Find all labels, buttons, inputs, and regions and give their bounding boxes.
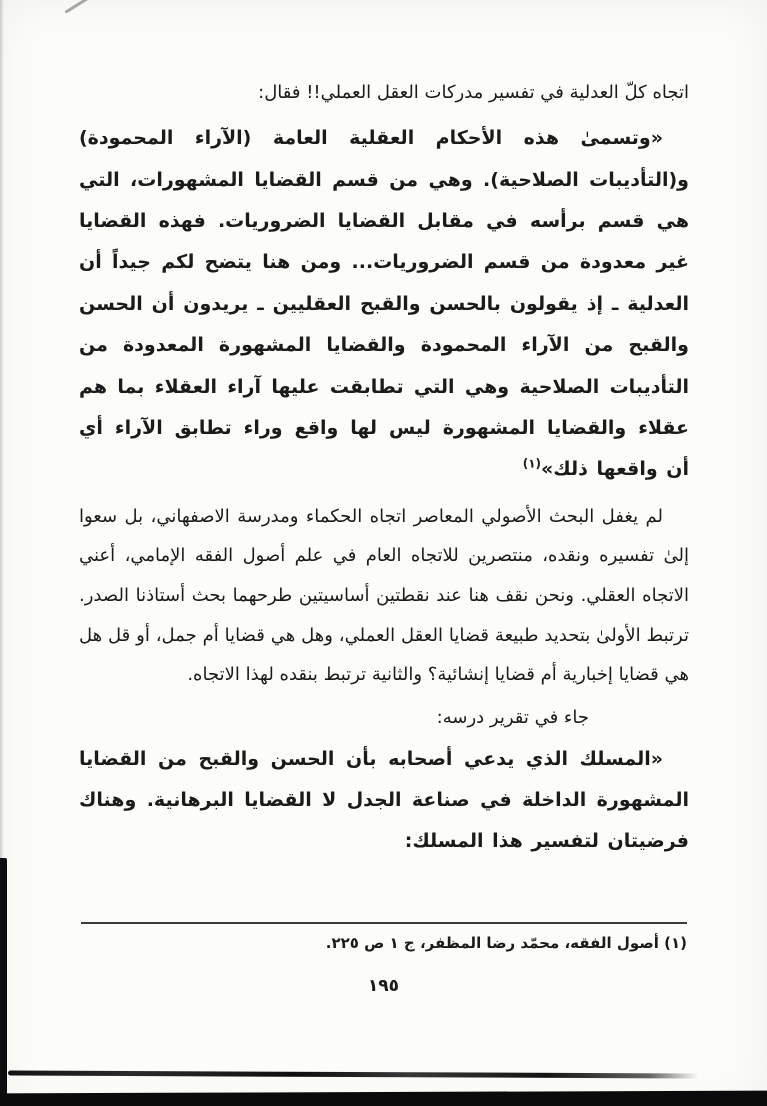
quote-paragraph-1 — [79, 118, 689, 491]
page-content — [79, 76, 689, 869]
lead-in-line: جاء في تقرير درسه: — [436, 706, 589, 728]
scan-edge-shading — [0, 0, 4, 1106]
footnote-reference-marker: (١) — [522, 457, 542, 472]
footnote-separator-rule — [81, 922, 687, 924]
intro-line: اتجاه كلّ العدلية في تفسير مدركات العقل العملي!! فقال: — [258, 82, 689, 103]
page-number: ١٩٥ — [367, 976, 400, 996]
footnote-text: (١) أصول الفقه، محمّد رضا المظفر، ج ١ ص ٢٢٥. — [325, 934, 687, 952]
quote-1-text: «وتسمىٰ هذه الأحكام العقلية العامة (الآراء المحمودة) و(التأديبات الصلاحية). وهي من قسم القضايا المشهورات، التي هي قسم برأسه في مقابل القضايا الضروريات. فهذه القضايا غير معدودة من قسم الضروريات... ومن هنا يتضح لكم جيداً أن العدلية ـ إذ يقولون بالحسن والقبح العقليين ـ يريدون أن الحسن والقبح من الآراء المحمودة والقضايا المشهورة المعدودة من التأديبات الصلاحية وهي التي تطابقت عليها آراء العقلاء بما هم عقلاء والقضايا المشهورة ليس لها واقع وراء تطابق الآراء أي أن واقعها ذلك» — [79, 127, 689, 481]
scan-artifact-bottom-band — [0, 1091, 767, 1106]
quote-paragraph-2: «المسلك الذي يدعي أصحابه بأن الحسن والقبح من القضايا المشهورة الداخلة في صناعة الجدل لا القضايا البرهانية. وهناك فرضيتان لتفسير هذا المسلك: — [79, 747, 689, 853]
body-paragraph: لم يغفل البحث الأصولي المعاصر اتجاه الحكماء ومدرسة الاصفهاني، بل سعوا إلىٰ تفسيره ونقده، منتصرين للاتجاه العام في علم أصول الفقه الإمامي، أعني الاتجاه العقلي. ونحن نقف هنا عند نقطتين أساسيتين طرحهما بحث أستاذنا الصدر. ترتبط الأولىٰ بتحديد طبيعة قضايا العقل العملي، وهل هي قضايا أم جمل، أو قل هل هي قضايا إخبارية أم قضايا إنشائية؟ والثانية ترتبط بنقده لهذا الاتجاه. — [79, 505, 689, 686]
scan-artifact-corner-mark — [64, 0, 91, 14]
scan-artifact-streak — [8, 1070, 698, 1078]
footnote-area — [81, 922, 687, 957]
